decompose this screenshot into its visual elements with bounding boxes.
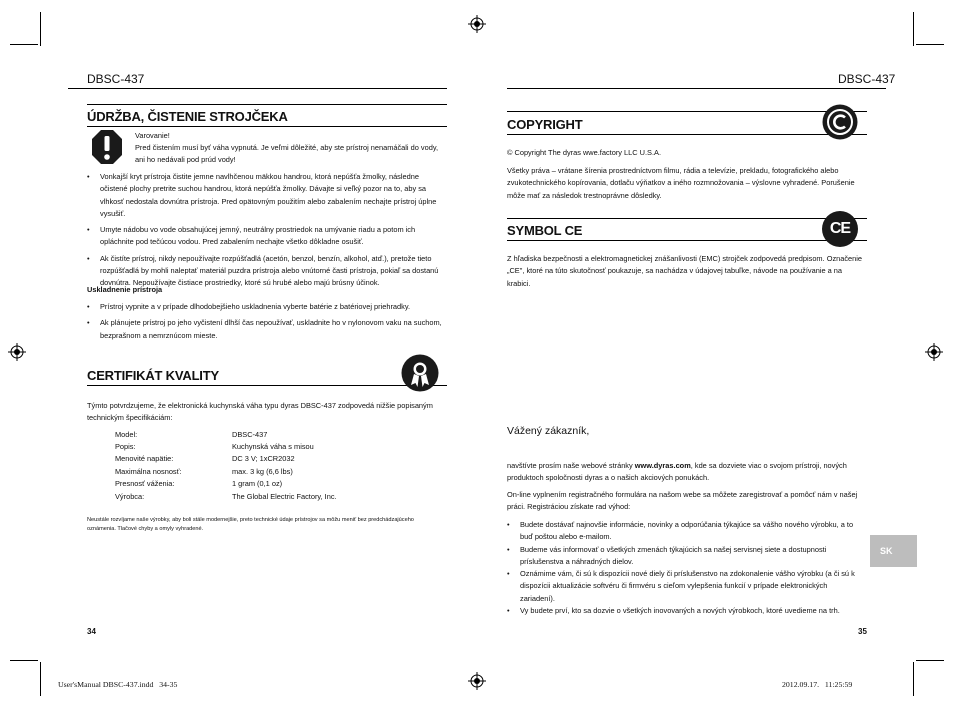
list-item: • Prístroj vypnite a v prípade dlhodobejšieho uskladnenia vyberte batérie z batériovej priehradky. — [87, 301, 443, 313]
spec-label: Maximálna nosnosť: — [115, 467, 182, 476]
registration-mark-icon — [468, 672, 486, 690]
storage-list — [87, 301, 443, 346]
ce-mark-icon — [822, 211, 858, 247]
crop-mark — [916, 44, 944, 45]
page-number-right: 35 — [858, 627, 867, 636]
warning-text: Pred čistením musí byť váha vypnutá. Je veľmi dôležité, aby ste prístroj nenamáčali do vody, ani ho nedávali pod prúd vody! — [135, 143, 439, 165]
maintenance-list — [87, 171, 443, 294]
copyright-title: COPYRIGHT — [507, 117, 583, 132]
list-item: • Vonkajší kryt prístroja čistite jemne navlhčenou mäkkou handrou, ktorá nepúšťa žmolky, následne očistené plochy pretrite suchou handrou, ktorá nepúšťa žmolky. Dávajte si veľký pozor na to, aby sa vlhkosť nedostala dovnútra prístroja. Pred opätovným použitím alebo zabalením nechajte prístroj úplne vysušiť. — [87, 171, 443, 220]
spec-value: The Global Electric Factory, Inc. — [232, 492, 337, 501]
spec-label: Presnosť váženia: — [115, 479, 175, 488]
copyright-line: © Copyright The dyras wwe.factory LLC U.S.A. — [507, 148, 662, 157]
ce-text: Z hľadiska bezpečnosti a elektromagnetickej znášanlivosti (EMC) strojček zodpovedá predpisom. Označenie „CE", ktoré na túto skutočnosť poukazuje, sa nachádza v údajovej tabuľke, návode na používanie a na krabici. — [507, 254, 863, 288]
section-rule — [87, 104, 447, 105]
benefits-list — [507, 519, 862, 617]
crop-mark — [10, 44, 38, 45]
list-item: • Budeme vás informovať o všetkých zmenách týkajúcich sa našej servisnej siete a dostupnosti príslušenstva a náhradných dielov. — [507, 544, 862, 569]
list-item: • Budete dostávať najnovšie informácie, novinky a odporúčania týkajúce sa vášho nového výrobku, a to buď poštou alebo e-mailom. — [507, 519, 862, 544]
spec-value: DC 3 V; 1xCR2032 — [232, 454, 295, 463]
registration-mark-icon — [468, 15, 486, 33]
model-label-left: DBSC-437 — [87, 72, 145, 86]
registration-mark-icon — [8, 343, 26, 361]
ce-mark-text: CE — [829, 220, 851, 237]
crop-mark — [916, 660, 944, 661]
spec-value: DBSC-437 — [232, 430, 268, 439]
award-rosette-icon — [401, 354, 439, 392]
customer-paragraph-1 — [507, 460, 859, 485]
copyright-symbol-icon — [822, 104, 858, 140]
crop-mark — [10, 660, 38, 661]
section-rule — [87, 126, 447, 127]
list-item: • Ak plánujete prístroj po jeho vyčistení dlhší čas nepoužívať, uskladnite ho v nylonovom vaku na suchom, bezprašnom a nemrznúcom mieste. — [87, 317, 443, 342]
crop-mark — [913, 12, 914, 46]
paragraph-text: navštívte prosím naše webové stránky — [507, 461, 635, 470]
language-tab — [870, 535, 917, 567]
list-item: • Vy budete prví, kto sa dozvie o všetkých inovovaných a nových výrobkoch, ktoré uvedieme na trh. — [507, 605, 862, 617]
section-rule — [507, 134, 867, 135]
list-item: • Ak čistíte prístroj, nikdy nepoužívajte rozpúšťadlá (acetón, benzol, benzín, alkohol, atď.), pretože tieto rozpúšťadlá by mohli naleptať materiál puzdra prístroja alebo vnútorné časti prístroja, pokiaľ sa dostanú dovnútra. Nepoužívajte čistiace prostriedky, ktoré sú hrubé alebo majú brúsny účinok. — [87, 253, 443, 290]
section-rule — [507, 218, 867, 219]
paragraph-text: , kde sa dozviete viac o svojom prístroji, nových produktoch spoločnosti dyras a o našich akciových ponukách. — [507, 461, 847, 483]
spec-value: Kuchynská váha s misou — [232, 442, 314, 451]
ce-title: SYMBOL CE — [507, 223, 583, 238]
spec-value: 1 gram (0,1 oz) — [232, 479, 283, 488]
crop-mark — [40, 662, 41, 696]
certificate-note: Neustále rozvíjame naše výrobky, aby boli stále modernejšie, preto technické údaje prístrojov sa môžu meniť bez predchádzajúceho oznámenia. Tlačové chyby a omyly vyhradené. — [87, 517, 414, 532]
customer-paragraph-2: On-line vyplnením registračného formulára na našom webe sa môžete zaregistrovať a pomôcť nám v našej práci. Registráciou získate rad výhod: — [507, 490, 858, 512]
storage-title: Uskladnenie prístroja — [87, 285, 163, 294]
website-link[interactable]: www.dyras.com — [634, 461, 691, 470]
header-rule-right — [507, 88, 886, 89]
language-tab-label: SK — [880, 546, 893, 556]
section-rule — [507, 111, 867, 112]
date-slug: 2012.09.17. 11:25:59 — [782, 680, 853, 689]
crop-mark — [913, 662, 914, 696]
registration-mark-icon — [925, 343, 943, 361]
spec-label: Popis: — [115, 442, 136, 451]
spec-label: Menovité napätie: — [115, 454, 174, 463]
spec-value: max. 3 kg (6,6 lbs) — [232, 467, 293, 476]
maintenance-title: ÚDRŽBA, ČISTENIE STROJČEKA — [87, 109, 288, 124]
crop-mark — [40, 12, 41, 46]
file-slug: User'sManual DBSC-437.indd 34-35 — [58, 680, 178, 689]
section-rule — [87, 385, 447, 386]
copyright-rights: Všetky práva – vrátane šírenia prostredníctvom filmu, rádia a televízie, prekladu, fotografického alebo zvukotechnického kopírovania, dotlaču výňatkov a iného rozmnožovania – výslovne vyhradené. Porušenie môže mať za následok trestnoprávne dôsledky. — [507, 166, 855, 200]
page-number-left: 34 — [87, 627, 96, 636]
warning-icon — [91, 129, 123, 165]
certificate-title: CERTIFIKÁT KVALITY — [87, 368, 219, 383]
spec-label: Model: — [115, 430, 138, 439]
model-label-right: DBSC-437 — [838, 72, 896, 86]
list-item: • Oznámime vám, či sú k dispozícii nové diely či príslušenstvo na zdokonalenie vášho výrobku (a či sú k dispozícii aktualizácie softvéru či firmvéru s cieľom vylepšenia funkcií v prípade elektronických zariadení). — [507, 568, 862, 605]
certificate-intro: Týmto potvrdzujeme, že elektronická kuchynská váha typu dyras DBSC-437 zodpovedá nižšie popisaným technickým špecifikáciám: — [87, 401, 433, 423]
list-item: • Umyte nádobu vo vode obsahujúcej jemný, neutrálny prostriedok na umývanie riadu a potom ich opláchnite pod tečúcou vodou. Pred zabalením nechajte všetko dôkladne osušiť. — [87, 224, 443, 249]
header-rule-left — [68, 88, 447, 89]
spec-label: Výrobca: — [115, 492, 145, 501]
section-rule — [507, 240, 867, 241]
warning-label: Varovanie! — [135, 131, 170, 140]
customer-greeting: Vážený zákazník, — [507, 425, 590, 437]
